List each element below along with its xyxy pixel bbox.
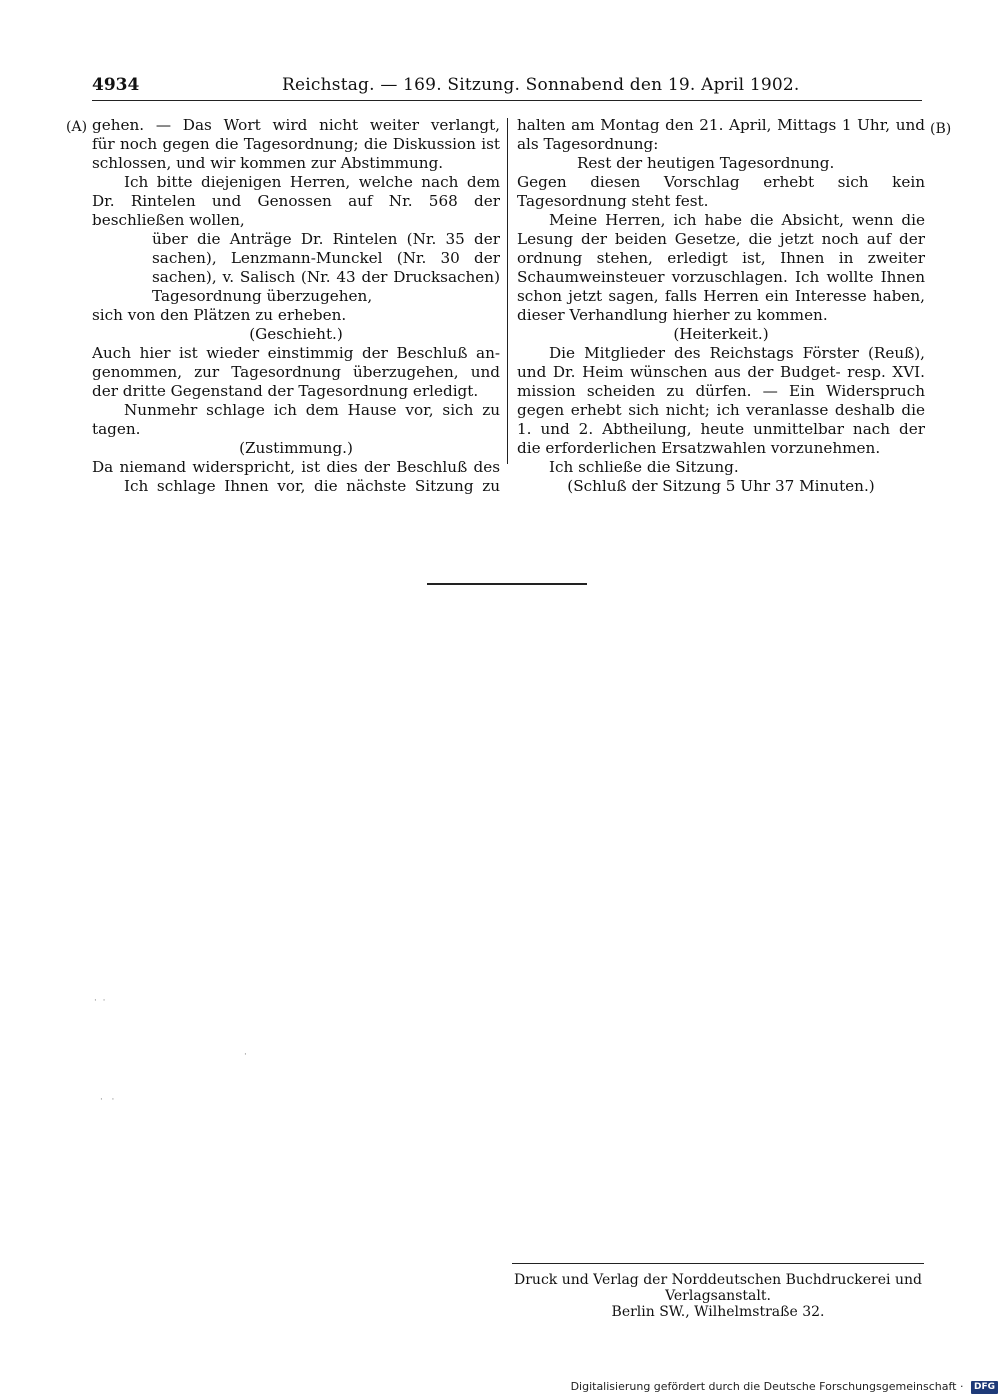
text-line: gegen erhebt sich nicht; ich veranlasse deshalb die xyxy=(517,401,925,419)
column-divider xyxy=(507,118,508,464)
text-line: über die Anträge Dr. Rintelen (Nr. 35 der xyxy=(152,230,500,248)
text-line: Auch hier ist wieder einstimmig der Beschluß an- xyxy=(92,344,500,362)
text-line: genommen, zur Tagesordnung überzugehen, und xyxy=(92,363,500,381)
text-line: mission scheiden zu dürfen. — Ein Widerspruch xyxy=(517,382,925,400)
text-line: Nunmehr schlage ich dem Hause vor, sich zu xyxy=(124,401,500,419)
imprint-rule xyxy=(512,1263,924,1264)
text-line: und Dr. Heim wünschen aus der Budget- resp. XVI. xyxy=(517,363,925,381)
text-line: dieser Verhandlung hierher zu kommen. xyxy=(517,306,828,324)
text-line: Ich schlage Ihnen vor, die nächste Sitzung zu xyxy=(124,477,500,495)
text-line: Tagesordnung überzugehen, xyxy=(152,287,373,305)
text-line: tagen. xyxy=(92,420,141,438)
imprint-line: Druck und Verlag der Norddeutschen Buchdruckerei und Verlagsanstalt. xyxy=(514,1272,922,1304)
text-line: der dritte Gegenstand der Tagesordnung erledigt. xyxy=(92,382,479,400)
right-column xyxy=(517,116,925,496)
text-line: schlossen, und wir kommen zur Abstimmung. xyxy=(92,154,444,172)
section-separator-rule xyxy=(427,583,587,585)
scan-speck: · · xyxy=(94,996,106,1006)
text-line: Die Mitglieder des Reichstags Förster (Reuß), xyxy=(549,344,925,362)
text-line: Meine Herren, ich habe die Absicht, wenn die xyxy=(549,211,925,229)
text-line: Dr. Rintelen und Genossen auf Nr. 568 der xyxy=(92,192,500,210)
text-line: (Heiterkeit.) xyxy=(673,325,769,343)
page-header xyxy=(92,72,922,98)
text-line: Da niemand widerspricht, ist dies der Beschluß des xyxy=(92,458,500,476)
digitization-credit xyxy=(540,1379,998,1395)
text-line: 1. und 2. Abtheilung, heute unmittelbar nach der xyxy=(517,420,925,438)
page-number: 4934 xyxy=(92,75,140,95)
dfg-logo-icon: DFG xyxy=(971,1381,998,1394)
text-line: beschließen wollen, xyxy=(92,211,245,229)
text-line: Tagesordnung steht fest. xyxy=(517,192,709,210)
text-line: sachen), Lenzmann-Munckel (Nr. 30 der xyxy=(152,249,500,267)
scan-speck: · xyxy=(244,1050,247,1060)
printer-imprint xyxy=(512,1272,924,1320)
left-column xyxy=(92,116,500,496)
scan-speck: · · xyxy=(100,1095,115,1105)
header-rule xyxy=(92,100,922,101)
text-line: sich von den Plätzen zu erheben. xyxy=(92,306,347,324)
digitization-text: Digitalisierung gefördert durch die Deutsche Forschungsgemeinschaft · xyxy=(570,1380,964,1393)
text-line: gehen. — Das Wort wird nicht weiter verlangt, xyxy=(92,116,500,134)
running-title: Reichstag. — 169. Sitzung. Sonnabend den 19. April 1902. xyxy=(282,75,800,95)
text-line: als Tagesordnung: xyxy=(517,135,659,153)
text-line: ordnung stehen, erledigt ist, Ihnen in zweiter xyxy=(517,249,925,267)
text-line: Gegen diesen Vorschlag erhebt sich kein xyxy=(517,173,925,191)
text-line: für noch gegen die Tagesordnung; die Diskussion ist xyxy=(92,135,500,153)
text-line: Ich bitte diejenigen Herren, welche nach dem xyxy=(124,173,500,191)
text-line: (Geschieht.) xyxy=(249,325,343,343)
imprint-line: Berlin SW., Wilhelmstraße 32. xyxy=(611,1304,825,1320)
text-line: sachen), v. Salisch (Nr. 43 der Drucksachen) xyxy=(152,268,500,286)
text-line: Rest der heutigen Tagesordnung. xyxy=(577,154,835,172)
text-line: Lesung der beiden Gesetze, die jetzt noch auf der xyxy=(517,230,925,248)
margin-marker-a: (A) xyxy=(66,119,88,135)
text-line: (Zustimmung.) xyxy=(239,439,353,457)
text-line: (Schluß der Sitzung 5 Uhr 37 Minuten.) xyxy=(567,477,875,495)
text-line: halten am Montag den 21. April, Mittags 1 Uhr, und xyxy=(517,116,925,134)
text-line: Schaumweinsteuer vorzuschlagen. Ich wollte Ihnen xyxy=(517,268,925,286)
text-line: die erforderlichen Ersatzwahlen vorzunehmen. xyxy=(517,439,881,457)
text-line: schon jetzt sagen, falls Herren ein Interesse haben, xyxy=(517,287,925,305)
margin-marker-b: (B) xyxy=(930,121,952,137)
text-line: Ich schließe die Sitzung. xyxy=(549,458,739,476)
